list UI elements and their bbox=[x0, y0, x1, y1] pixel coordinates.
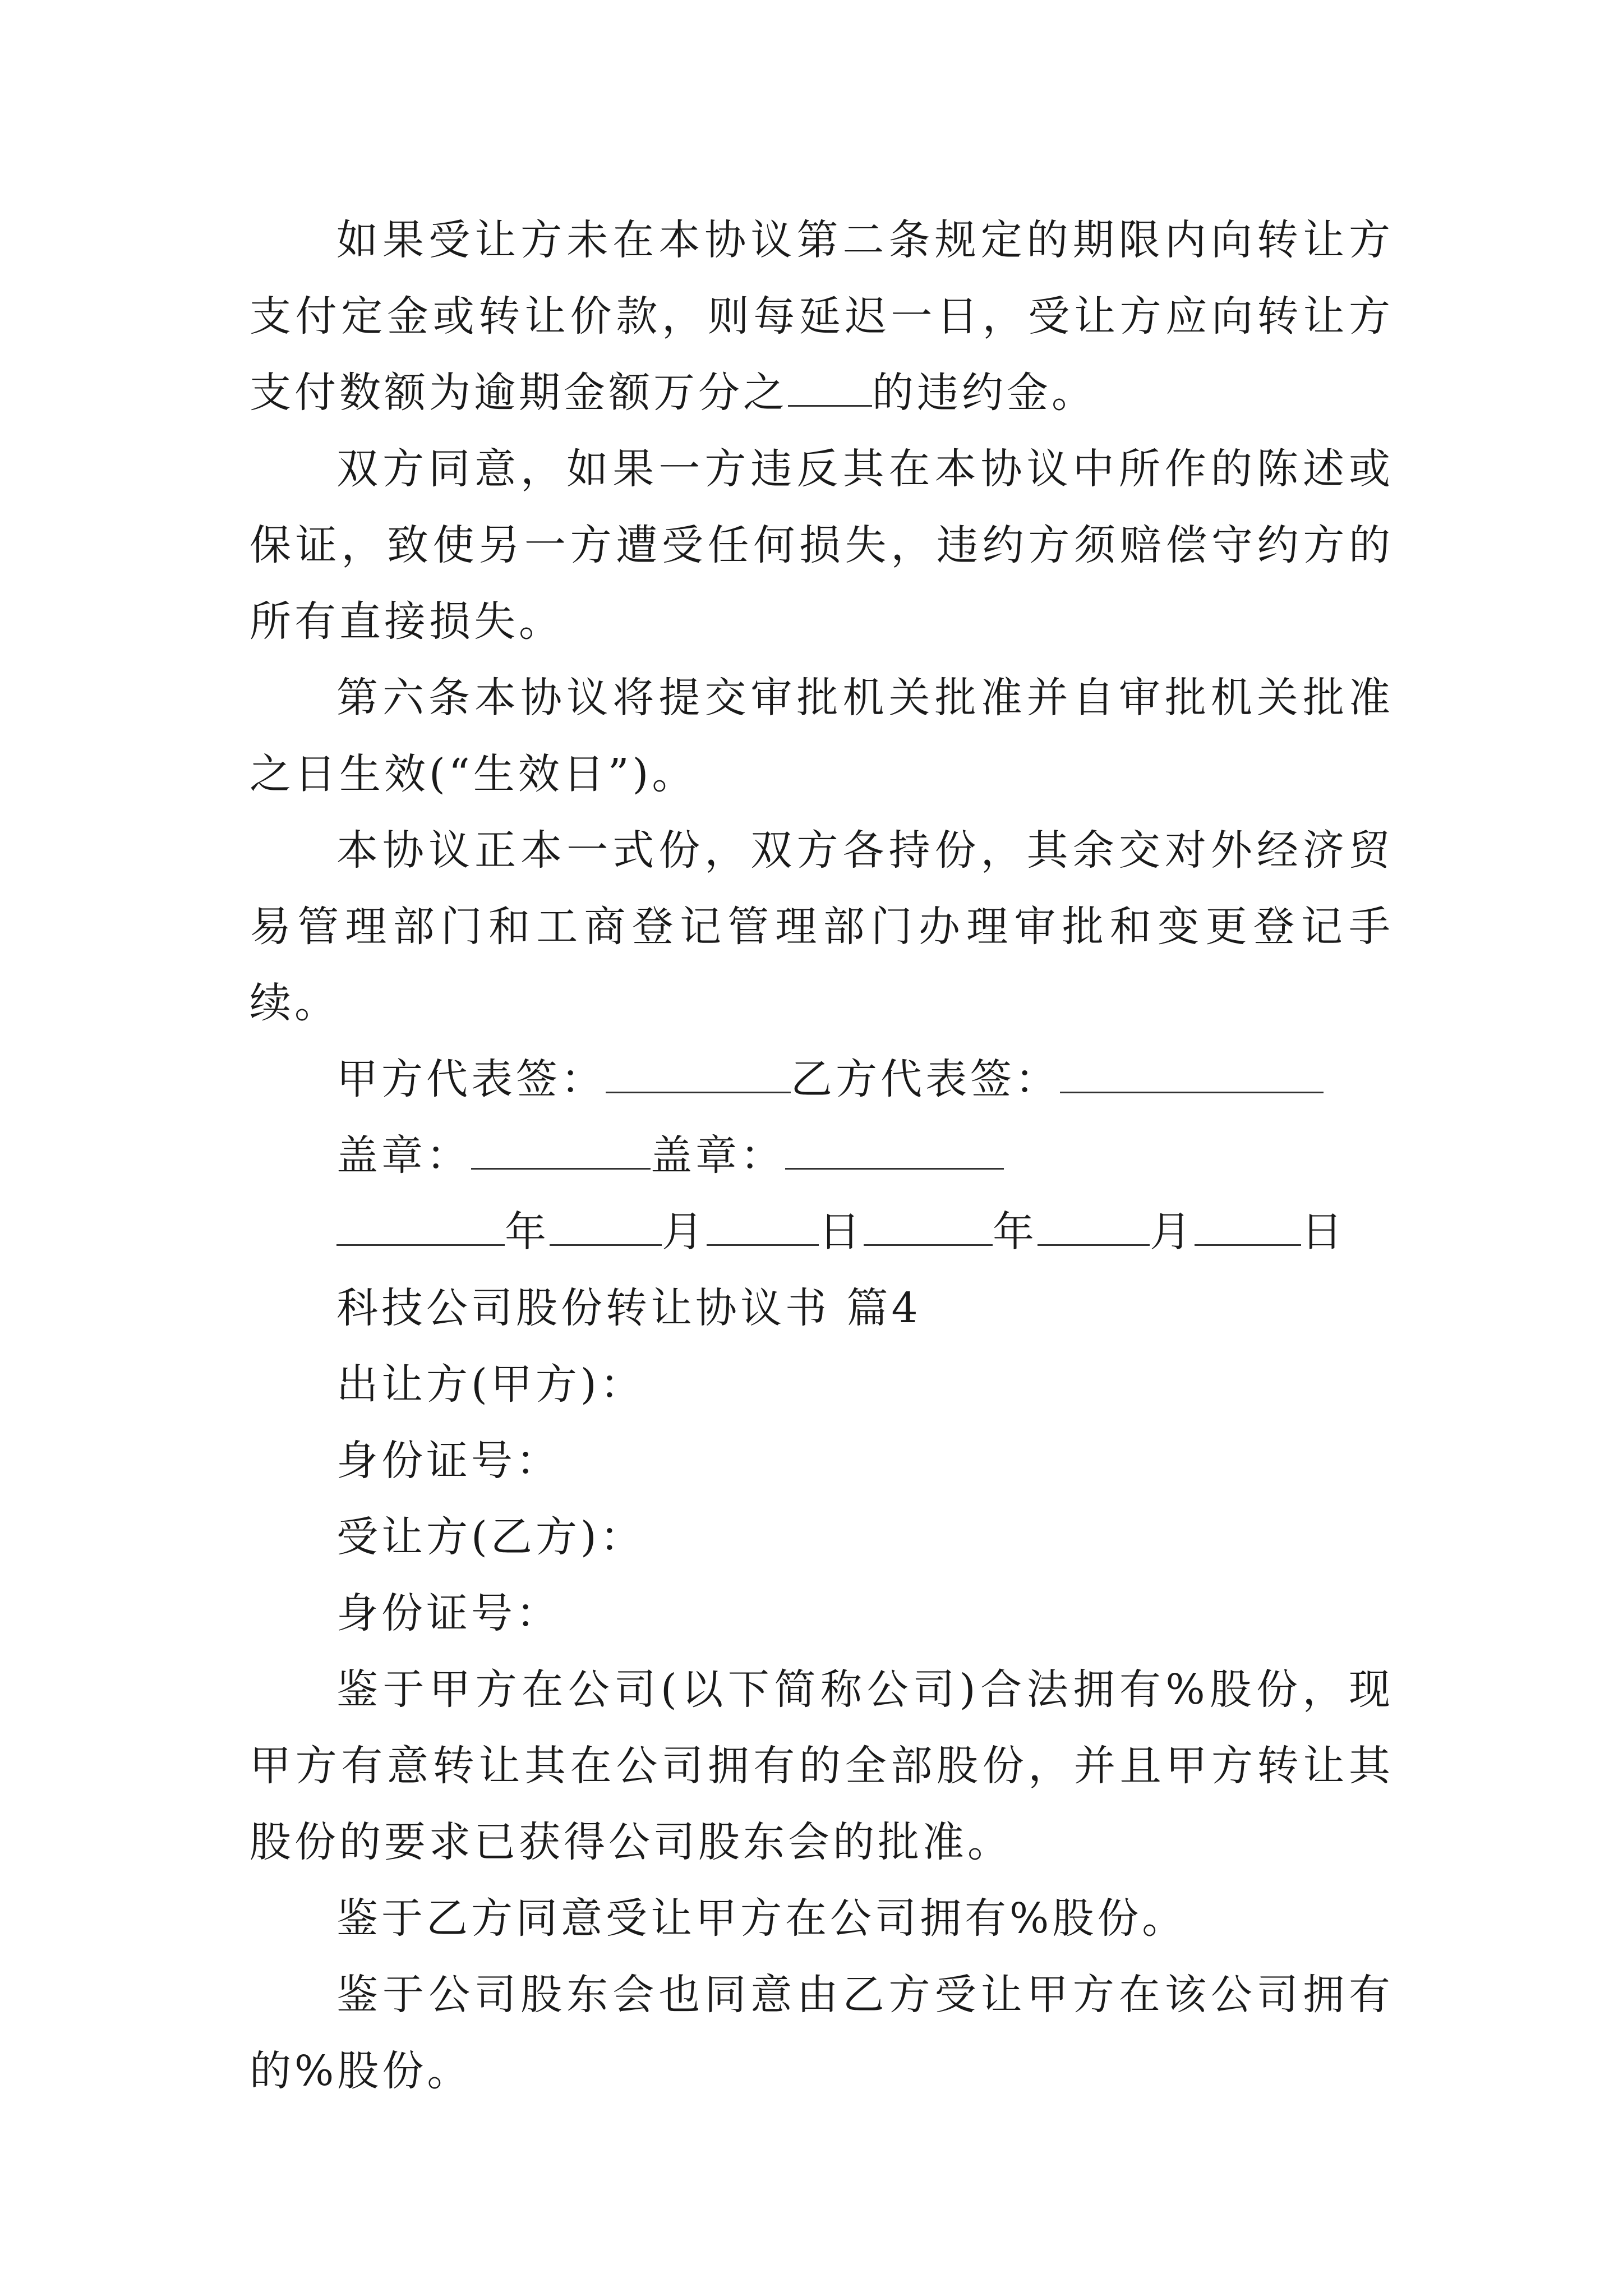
blank-day-a bbox=[707, 1205, 819, 1246]
paragraph-text: 如果受让方未在本协议第二条规定的期限内向转让方支付定金或转让价款，则每延迟一日，受让方应向转让方支付数额为逾期金额万分之 bbox=[250, 216, 1394, 417]
section-title: 科技公司股份转让协议书 篇4 bbox=[336, 1284, 921, 1332]
field-transferee-id: 身份证号： bbox=[336, 1589, 561, 1637]
recital-party-a: 鉴于甲方在公司(以下简称公司)合法拥有%股份，现甲方有意转让其在公司拥有的全部股份，并且甲方转让其股份的要求已获得公司股东会的批准。 bbox=[250, 1665, 1394, 1866]
blank-year-a bbox=[336, 1205, 505, 1246]
document-body bbox=[250, 202, 1394, 2109]
party-b-rep-label: 乙方代表签： bbox=[791, 1055, 1060, 1103]
year-label: 年 bbox=[505, 1208, 550, 1256]
paragraph-text: 的违约金。 bbox=[872, 369, 1096, 417]
blank-year-b bbox=[864, 1205, 993, 1246]
field-transferor-id: 身份证号： bbox=[336, 1437, 561, 1485]
day-label: 日 bbox=[1301, 1208, 1346, 1256]
recital-party-b: 鉴于乙方同意受让甲方在公司拥有%股份。 bbox=[336, 1894, 1187, 1943]
month-label: 月 bbox=[662, 1208, 707, 1256]
paragraph-compensation: 双方同意，如果一方违反其在本协议中所作的陈述或保证，致使另一方遭受任何损失，违约方须赔偿守约方的所有直接损失。 bbox=[250, 445, 1394, 646]
blank-month-a bbox=[550, 1205, 662, 1246]
seal-line bbox=[250, 1117, 1394, 1194]
date-line bbox=[250, 1194, 1394, 1270]
paragraph-article-six: 第六条本协议将提交审批机关批准并自审批机关批准之日生效(“生效日”)。 bbox=[250, 674, 1394, 798]
blank-party-a-signature bbox=[606, 1052, 791, 1093]
field-transferee: 受让方(乙方)： bbox=[336, 1513, 645, 1561]
month-label: 月 bbox=[1150, 1208, 1195, 1256]
year-label: 年 bbox=[993, 1208, 1038, 1256]
blank-day-b bbox=[1195, 1205, 1301, 1246]
signature-line bbox=[250, 1041, 1394, 1117]
recital-shareholders: 鉴于公司股东会也同意由乙方受让甲方在该公司拥有的%股份。 bbox=[250, 1971, 1394, 2095]
field-transferor: 出让方(甲方)： bbox=[336, 1360, 645, 1409]
blank-month-b bbox=[1038, 1205, 1150, 1246]
paragraph-late-payment bbox=[250, 202, 1394, 431]
blank-seal-b bbox=[785, 1129, 1004, 1170]
seal-b-label: 盖章： bbox=[651, 1131, 785, 1180]
blank-seal-a bbox=[471, 1129, 651, 1170]
paragraph-copies: 本协议正本一式份，双方各持份，其余交对外经济贸易管理部门和工商登记管理部门办理审批和变更登记手续。 bbox=[250, 826, 1394, 1027]
blank-party-b-signature bbox=[1060, 1052, 1324, 1093]
blank-rate bbox=[788, 366, 872, 407]
party-a-rep-label: 甲方代表签： bbox=[336, 1055, 606, 1103]
seal-a-label: 盖章： bbox=[336, 1131, 471, 1180]
day-label: 日 bbox=[819, 1208, 864, 1256]
